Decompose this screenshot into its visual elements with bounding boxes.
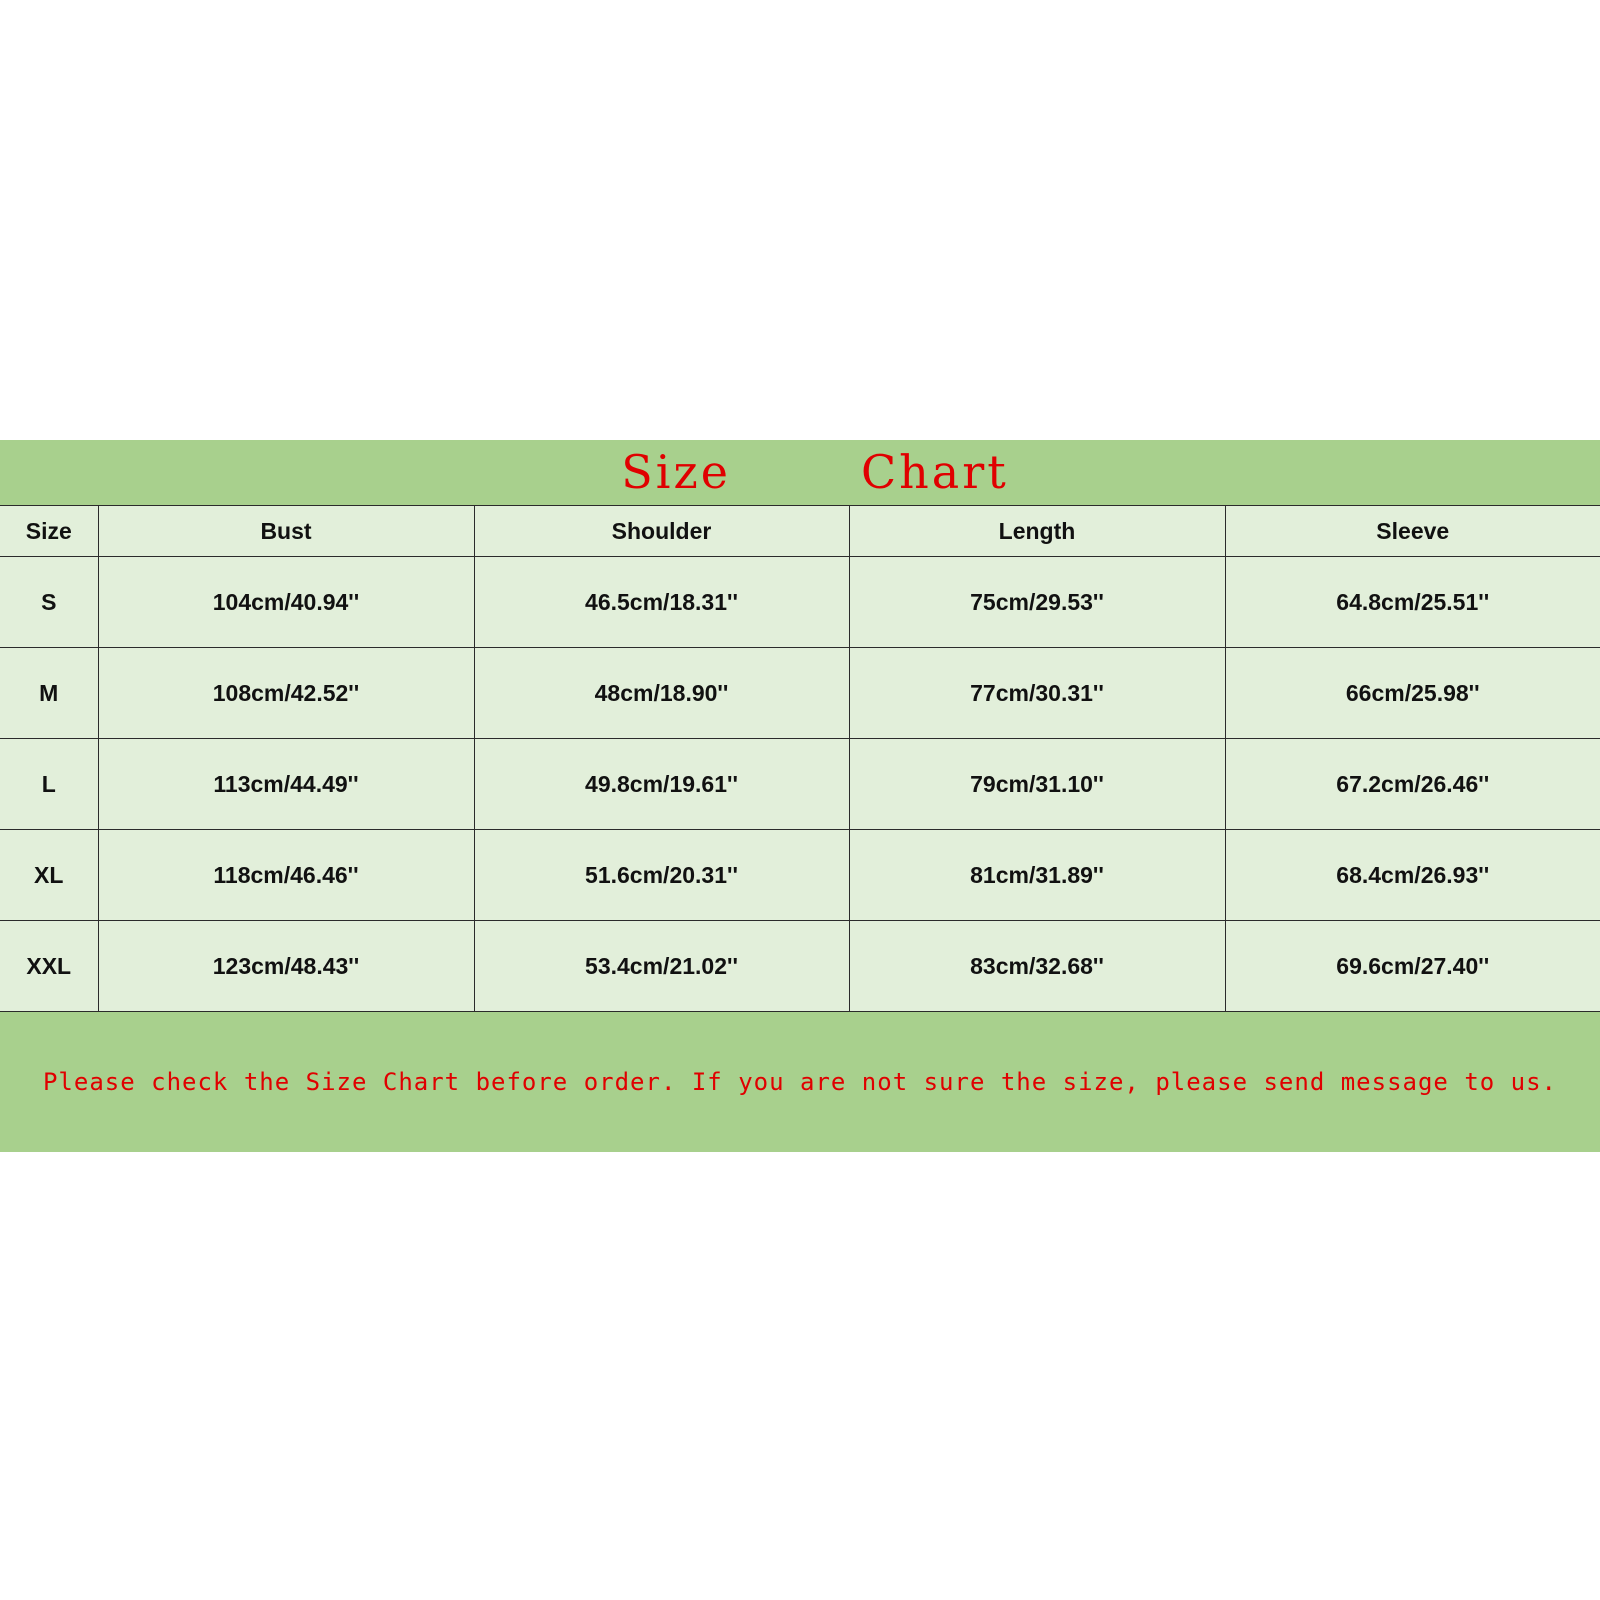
size-cell: L	[0, 739, 98, 830]
size-chart	[0, 440, 1600, 1152]
title-word-chart: Chart	[860, 445, 1009, 499]
shoulder-cell: 51.6cm/20.31''	[474, 830, 849, 921]
notice-text: Please check the Size Chart before order. If you are not sure the size, please send message to us.	[42, 1068, 1558, 1096]
bust-cell: 113cm/44.49''	[98, 739, 474, 830]
header-shoulder: Shoulder	[474, 506, 849, 557]
length-cell: 77cm/30.31''	[849, 648, 1225, 739]
shoulder-cell: 49.8cm/19.61''	[474, 739, 849, 830]
bust-cell: 118cm/46.46''	[98, 830, 474, 921]
sleeve-cell: 69.6cm/27.40''	[1225, 921, 1600, 1012]
header-size: Size	[0, 506, 98, 557]
size-cell: M	[0, 648, 98, 739]
header-length: Length	[849, 506, 1225, 557]
shoulder-cell: 53.4cm/21.02''	[474, 921, 849, 1012]
bust-cell: 108cm/42.52''	[98, 648, 474, 739]
title-bar	[0, 440, 1600, 505]
table-row	[0, 557, 1600, 648]
sleeve-cell: 68.4cm/26.93''	[1225, 830, 1600, 921]
title-word-size: Size	[621, 445, 731, 499]
header-row	[0, 506, 1600, 557]
shoulder-cell: 46.5cm/18.31''	[474, 557, 849, 648]
length-cell: 83cm/32.68''	[849, 921, 1225, 1012]
length-cell: 75cm/29.53''	[849, 557, 1225, 648]
notice-bar	[0, 1012, 1600, 1152]
length-cell: 79cm/31.10''	[849, 739, 1225, 830]
size-cell: XXL	[0, 921, 98, 1012]
header-sleeve: Sleeve	[1225, 506, 1600, 557]
shoulder-cell: 48cm/18.90''	[474, 648, 849, 739]
size-table	[0, 505, 1600, 1012]
table-row	[0, 830, 1600, 921]
table-row	[0, 739, 1600, 830]
bust-cell: 123cm/48.43''	[98, 921, 474, 1012]
sleeve-cell: 66cm/25.98''	[1225, 648, 1600, 739]
table-row	[0, 648, 1600, 739]
length-cell: 81cm/31.89''	[849, 830, 1225, 921]
table-row	[0, 921, 1600, 1012]
size-cell: S	[0, 557, 98, 648]
sleeve-cell: 67.2cm/26.46''	[1225, 739, 1600, 830]
bust-cell: 104cm/40.94''	[98, 557, 474, 648]
header-bust: Bust	[98, 506, 474, 557]
sleeve-cell: 64.8cm/25.51''	[1225, 557, 1600, 648]
size-cell: XL	[0, 830, 98, 921]
